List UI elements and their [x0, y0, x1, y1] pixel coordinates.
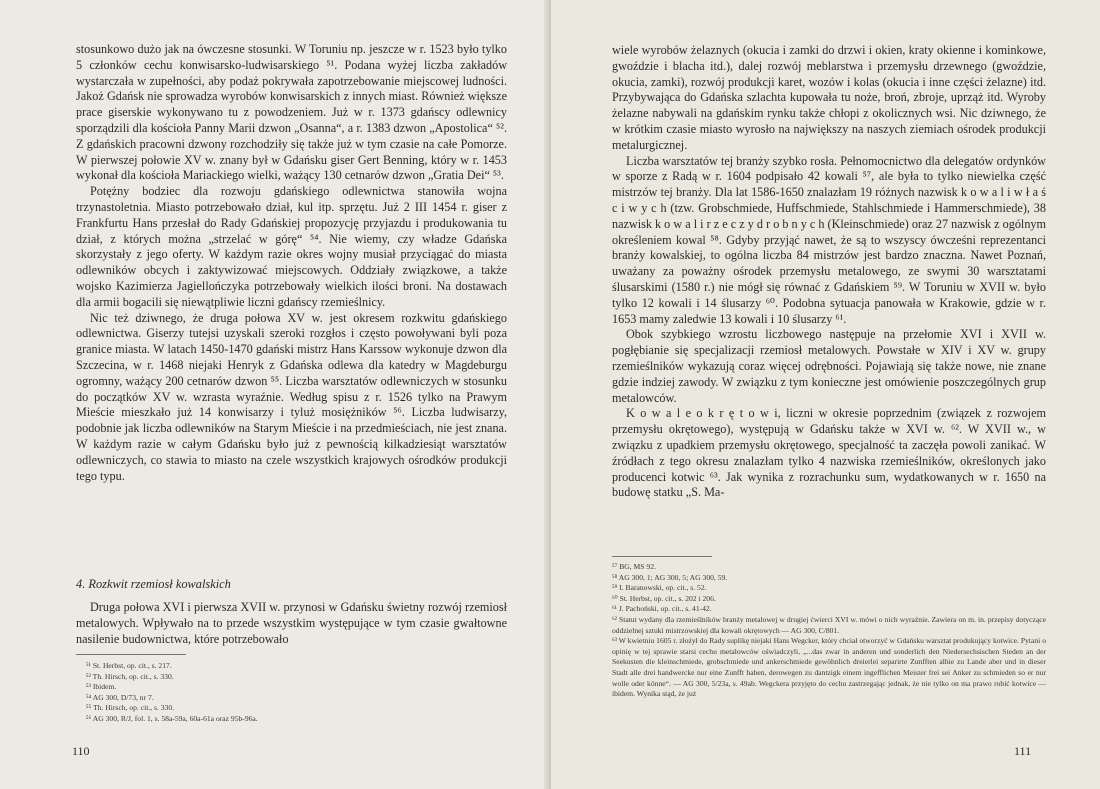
paragraph: wiele wyrobów żelaznych (okucia i zamki do drzwi i okien, kraty okienne i kominkowe, gwoździe i blacha itd.), dalej rozwój meblarstwa i przemysłu drzewnego (gwoździe, okucia, zamki), rozwój produkcji karet, wozów i kolas (okucia i inne części żelazne) itd. Przybywająca do Gdańska szlachta kupowała tu noże, broń, zbroje, uprząż itd. Wyroby żelazne nabywali na gdańskim rynku także chłopi z okolicznych wsi. Nic dziwnego, że w krótkim czasie miasto wyrosło na największy na naszych ziemiach ośrodek produkcji metalurgicznej.	[612, 43, 1046, 152]
footnote: ⁵³ Ibidem.	[86, 682, 117, 692]
footnote: ⁵⁷ BG, MS 92.	[612, 562, 656, 571]
footnote: ⁶² Statut wydany dla rzemieślników branży metalowej w drugiej ćwierci XVI w. mówi o nich wyraźnie. Zawiera on m. in. przepisy dotyczące oddzielnej sztuki mistrzowskiej dla kowali okrętowych — AG 300, C/801.	[612, 614, 1046, 635]
footnote: ⁶¹ J. Pachoński, op. cit., s. 41-42.	[612, 604, 712, 614]
paragraph: stosunkowo dużo jak na ówczesne stosunki. W Toruniu np. jeszcze w r. 1523 było tylko 5 członków cechu konwisarsko-ludwisarskiego ⁵¹. Podana wyżej liczba zakładów wystarczała w zupełności, aby podaż pokrywała zapotrzebowanie miejscowej ludności. Jakoż Gdańsk nie sprowadza wyrobów konwisarskich z innych miast. Również większe prace giserskie wykonywano tu z powodzeniem. Już w r. 1373 gdańscy odlewnicy sporządzili dla kościoła Panny Marii dzwon „Osanna“, a r. 1383 dzwon „Apostolica“ ⁵². Z gdańskich pracowni dzwony rozchodziły się także już w tym czasie na całe Pomorze. W pierwszej połowie XV w. znany był w Gdańsku giser Gert Benning, który w r. 1453 wykonał dla kościoła Mariackiego wielki, ważący 130 cetnarów dzwon „Gratia Dei“ ⁵³.	[76, 42, 507, 183]
page-number: 110	[72, 744, 90, 758]
paragraph: Potężny bodziec dla rozwoju gdańskiego odlewnictwa stanowiła wojna trzynastoletnia. Miasto potrzebowało dział, kul itp. sprzętu. Już 2 III 1454 r. giser z Frankfurtu Hans przesłał do Rady Gdańskiej propozycję przyjazdu i produkowania tu dział, z których można „strzelać w górę“ ⁵⁴. Nie wiemy, czy władze Gdańska skorzystały z jego oferty. W każdym razie okres wojny musiał przyciągać do miasta odlewników obcych i zaktywizować miejscowych. Oddziały związkowe, a także wojsko Kazimierza Jagiellończyka potrzebowały wielkich ilości broni. Na dostawach dla armii bogacili się niewątpliwie liczni gdańscy rzemieślnicy.	[76, 184, 507, 309]
left-body-text	[76, 42, 507, 484]
footnote-rule	[76, 654, 186, 655]
footnote: ⁵⁶ AG 300, R/J, fol. 1, s. 58a-59a, 60a-61a oraz 95b-96a.	[86, 713, 258, 723]
footnote: ⁶³ W kwietniu 1605 r. złożył do Rady suplikę niejaki Hans Wegcker, który chciał otworzyć w Gdańsku warsztat produkujący kotwice. Pytani o opinię w tej sprawie starsi cechu metalowców oświadczyli, „...das zwar in anderen und sonderlich den Niedersechsischen Steden an der Seekusten die kleinschmiede, grobschmiede und ankerschmiede gewöhnlich dreierlei separirte Zunfften alhie zu Lande aber und in dieser Stadt alle drei handwercke nur eine Zunfft haben, derowegen zu dantzigk einem ingefflichen Meister frei sei Anker zu schmieden so er nur wolle oder könne“. — AG 300, 5/23a, s. 49ab. Wegckera przyjęto do cechu zastrzegając jednak, że nie tylko on ma prawo robić kotwice — ibidem. Wynika stąd, że już	[612, 636, 1046, 699]
section-title: 4. Rozkwit rzemiosł kowalskich	[76, 577, 231, 591]
footnote: ⁵⁴ AG 300, D/73, nr 7.	[86, 692, 154, 702]
left-footnotes	[86, 661, 506, 725]
footnote: ⁵⁹ I. Baranowski, op. cit., s. 52.	[612, 583, 707, 593]
paragraph: Liczba warsztatów tej branży szybko rosła. Pełnomocnictwo dla delegatów ordynków w sporze z Radą w r. 1604 podpisało 42 kowali ⁵⁷, ale była to tylko niewielka część mistrzów tej branży. Dla lat 1586-1650 znalazłam 19 różnych nazwisk k o w a l i w ł a ś c i w y c h (tzw. Grobschmiede, Huffschmiede, Stahlschmiede i Hammerschmiede), 38 nazwisk k o w a l i r z e c z y d r o b n y c h (Kleinschmiede) oraz 27 nazwisk z ogólnym określeniem kowal ⁵⁸. Gdyby przyjąć nawet, że są to wszyscy ówcześni reprezentanci branży kowalskiej, to ogólna liczba 84 mistrzów jest bardzo znaczna. Nawet Poznań, uważany za poważny ośrodek przemysłu metalowego, ze swymi 30 warsztatami ślusarskimi (1580 r.) nie mógł się równać z Gdańskiem ⁵⁹. W Toruniu w XVII w. było tylko 12 kowali i 14 ślusarzy ⁶⁰. Podobna sytuacja panowała w Krakowie, gdzie w r. 1653 mamy zaledwie 13 kowali i 10 ślusarzy ⁶¹.	[612, 153, 1046, 326]
right-body-text	[612, 43, 1046, 501]
paragraph: Druga połowa XVI i pierwsza XVII w. przynosi w Gdańsku świetny rozwój rzemiosł metalowych. Wpływało na to przede wszystkim występujące w tym czasie gwałtowne nasilenie budownictwa, które potrzebowało	[76, 600, 507, 646]
section-body-text	[76, 600, 507, 647]
page-number: 111	[1014, 744, 1032, 758]
footnote: ⁵⁸ AG 300, 1; AG 300, 5; AG 300, 59.	[612, 572, 728, 582]
paragraph: Obok szybkiego wzrostu liczbowego następuje na przełomie XVI i XVII w. pogłębianie się specjalizacji rzemiosł metalowych. Powstałe w XIV i XV w. grupy rzemieślników wykazują coraz więcej odrębności. Pojawiają się także nowe, nie znane gdzie indziej zawody. W związku z tym konieczne jest omówienie poszczególnych grup metalowców.	[612, 327, 1046, 405]
footnote: ⁶⁰ St. Herbst, op. cit., s. 202 i 206.	[612, 593, 716, 603]
left-page	[0, 0, 549, 789]
paragraph: K o w a l e o k r ę t o w i, liczni w okresie poprzednim (związek z rozwojem przemysłu okrętowego), występują w Gdańsku także w XVI w. ⁶². W XVII w., w związku z upadkiem przemysłu okrętowego, specjalność ta zaczęła powoli zanikać. W źródłach z tego okresu znalazłam tylko 4 nazwiska rzemieślników, określonych jako producenci kotwic ⁶³. Jak wynika z rozrachunku sum, wydatkowanych w r. 1650 na budowę statku „S. Ma-	[612, 406, 1046, 500]
footnote: ⁵⁵ Th. Hirsch, op. cit., s. 330.	[86, 703, 175, 713]
paragraph: Nic też dziwnego, że druga połowa XV w. jest okresem rozkwitu gdańskiego odlewnictwa. Giserzy tutejsi uzyskali szeroki rozgłos i często powoływani byli poza granice miasta. W latach 1450-1470 gdański mistrz Hans Karssow wykonuje dzwon dla Szczecina, w r. 1468 niejaki Henryk z Gdańska odlewa dla katedry w Magdeburgu ogromny, ważący 200 cetnarów dzwon ⁵⁵. Liczba warsztatów odlewniczych w stosunku do początków XV w. wzrasta wyraźnie. Według spisu z r. 1526 tylko na Prawym Mieście mieszkało już 14 konwisarzy i tyluż mosiężników ⁵⁶. Liczba ludwisarzy, podobnie jak liczba odlewników na Starym Mieście i na przedmieściach, nie jest znana. W każdym razie w całym Gdańsku było już z pewnością kilkadziesiąt warsztatów odlewniczych, co stawia to miasto na czele wszystkich krajowych ośrodków produkcji tego typu.	[76, 310, 507, 483]
right-footnotes	[612, 562, 1046, 700]
footnote: ⁵¹ St. Herbst, op. cit., s. 217.	[86, 661, 172, 670]
footnote-rule	[612, 556, 712, 557]
footnote: ⁵² Th. Hirsch, op. cit., s. 330.	[86, 671, 174, 681]
right-page	[551, 0, 1100, 789]
